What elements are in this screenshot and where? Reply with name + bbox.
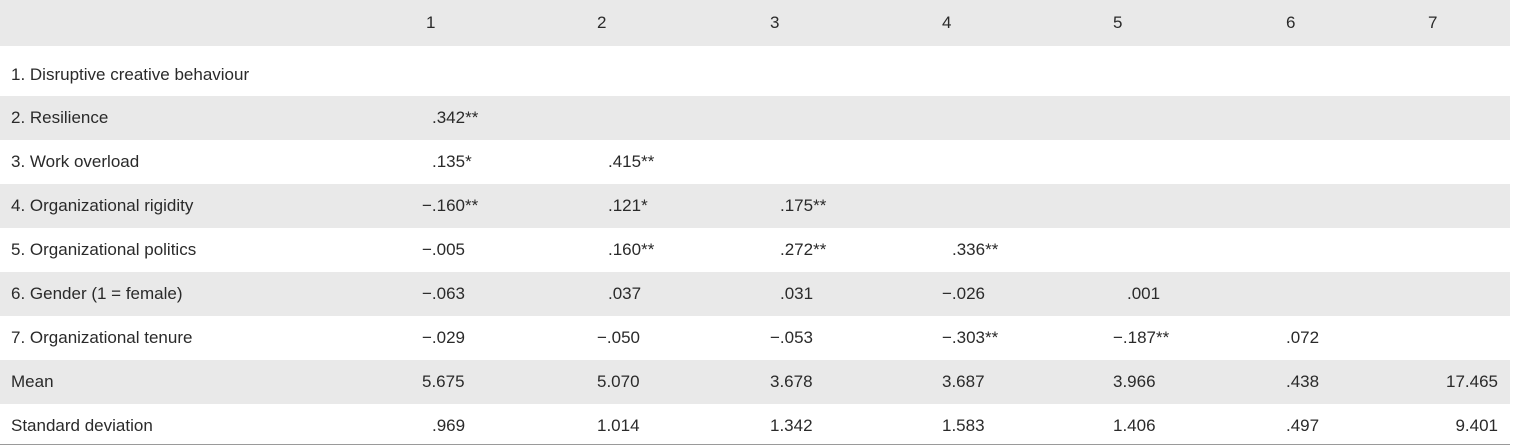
table-cell: −.026 — [942, 284, 986, 303]
table-cell: .175** — [780, 196, 827, 215]
table-cell: 3.678 — [770, 372, 813, 391]
row-label: 7. Organizational tenure — [11, 328, 193, 347]
row-label: 4. Organizational rigidity — [11, 196, 194, 215]
row-label: Standard deviation — [11, 416, 153, 435]
table-row-sd — [0, 404, 1510, 448]
table-cell: .031 — [780, 284, 814, 303]
table-cell: −.160** — [422, 196, 479, 215]
table-cell: 1.583 — [942, 416, 985, 435]
table-cell: .969 — [432, 416, 466, 435]
column-header: 5 — [1113, 13, 1123, 32]
table-cell: −.187** — [1113, 328, 1170, 347]
table-cell: .438 — [1286, 372, 1320, 391]
row-label: 3. Work overload — [11, 152, 140, 171]
table-row — [0, 316, 1510, 360]
table-row — [0, 46, 1510, 96]
table-cell: 9.401 — [1455, 416, 1498, 435]
table-cell: .121* — [608, 196, 648, 215]
row-label: 2. Resilience — [11, 108, 109, 127]
table-cell: .336** — [952, 240, 999, 259]
table-row — [0, 272, 1510, 316]
table-cell: −.005 — [422, 240, 466, 259]
table-cell: 17.465 — [1446, 372, 1498, 391]
table-cell: −.053 — [770, 328, 814, 347]
column-header: 3 — [770, 13, 780, 32]
table-cell: .072 — [1286, 328, 1320, 347]
column-header: 2 — [597, 13, 607, 32]
table-cell: 5.070 — [597, 372, 640, 391]
table-cell: 5.675 — [422, 372, 465, 391]
row-label: 6. Gender (1 = female) — [11, 284, 183, 303]
table-cell: .272** — [780, 240, 827, 259]
row-label: Mean — [11, 372, 54, 391]
table-cell: −.029 — [422, 328, 466, 347]
table-cell: .342** — [432, 108, 479, 127]
table-cell: .497 — [1286, 416, 1320, 435]
table-cell: .135* — [432, 152, 472, 171]
table-cell: 3.966 — [1113, 372, 1156, 391]
row-label: 5. Organizational politics — [11, 240, 197, 259]
column-header: 4 — [942, 13, 952, 32]
table-row-mean — [0, 360, 1510, 404]
column-header: 7 — [1428, 13, 1438, 32]
table-cell: −.050 — [597, 328, 641, 347]
row-label: 1. Disruptive creative behaviour — [11, 65, 250, 84]
table-cell: −.063 — [422, 284, 466, 303]
table-row — [0, 96, 1510, 140]
table-cell: −.303** — [942, 328, 999, 347]
table-cell: .160** — [608, 240, 655, 259]
table-header-row — [0, 0, 1510, 46]
column-header: 6 — [1286, 13, 1296, 32]
table-cell: 1.342 — [770, 416, 813, 435]
table-row — [0, 140, 1510, 184]
column-header: 1 — [426, 13, 436, 32]
table-cell: .037 — [608, 284, 642, 303]
table-row — [0, 228, 1510, 272]
table-cell: 1.406 — [1113, 416, 1156, 435]
table-cell: 3.687 — [942, 372, 985, 391]
table-cell: 1.014 — [597, 416, 640, 435]
table-cell: .001 — [1127, 284, 1161, 303]
table-cell: .415** — [608, 152, 655, 171]
table-row — [0, 184, 1510, 228]
